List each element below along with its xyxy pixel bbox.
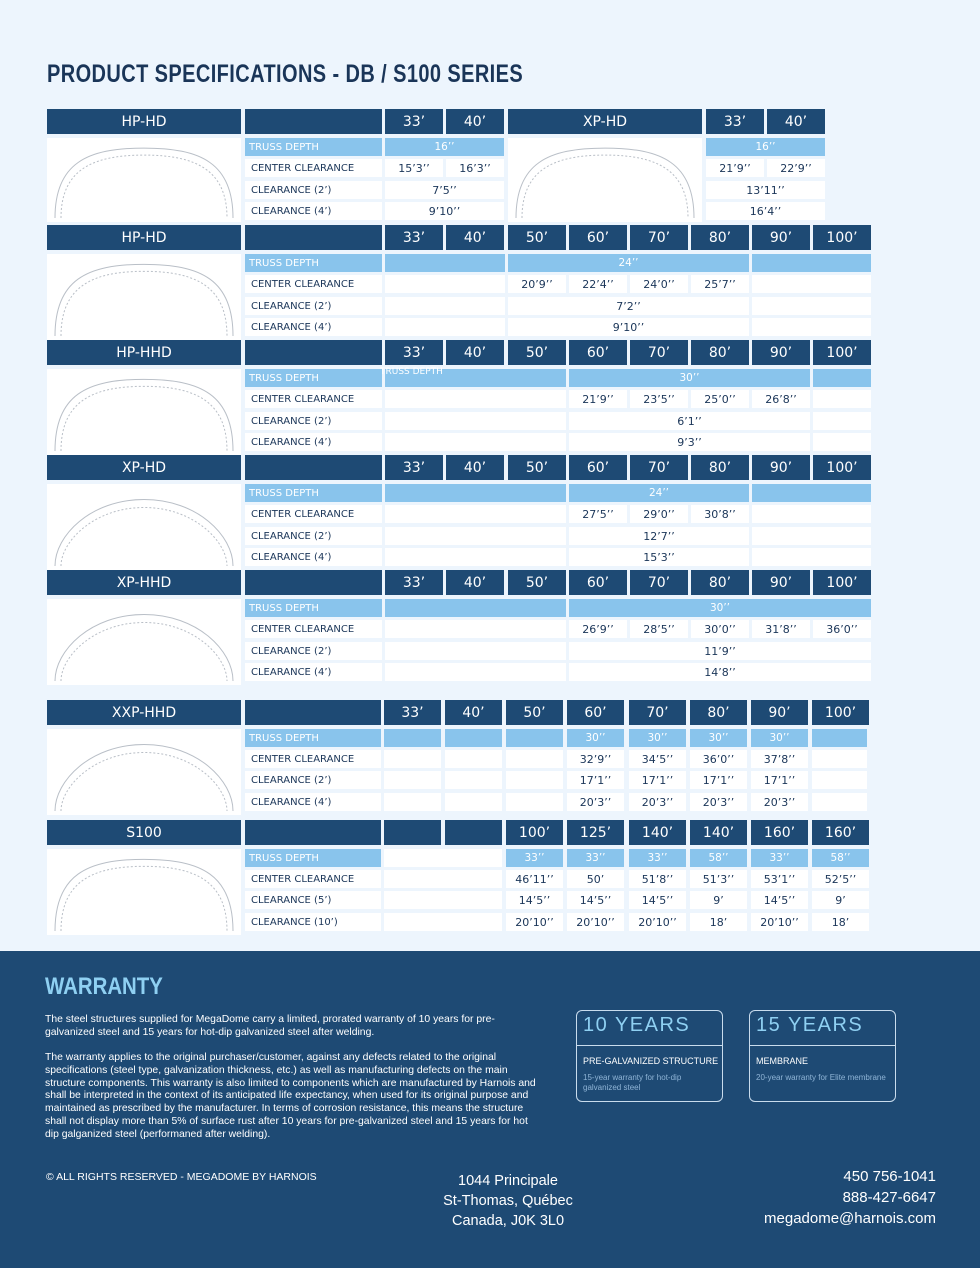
column-header: 70’ [630,225,688,250]
truss-value: 58’’ [690,849,747,867]
blank-cell [385,642,566,660]
center-value: 32’9’’ [567,750,624,768]
row-label: CENTER CLEARANCE [245,750,381,768]
truss-blank [385,254,505,272]
center-clearance-value: 26’9’’ [569,620,627,638]
column-header: 70’ [630,340,688,365]
blank-cell [385,275,505,293]
c4-value: 20’3’’ [629,793,686,811]
address [408,1171,608,1231]
row-label: CLEARANCE (10’) [245,913,381,931]
column-header: 60’ [569,225,627,250]
blank-cell [752,297,871,315]
column-header: 80’ [691,340,749,365]
center-value: 36’0’’ [690,750,747,768]
warranty-box-years: 15 YEARS [756,1014,864,1036]
row-label: CLEARANCE (2’) [245,297,382,315]
center-clearance-value: 29’0’’ [630,505,688,523]
warranty-box-note: 15-year warranty for hot-dip galvanized steel [583,1073,682,1092]
phone-2[interactable]: 888-427-6647 [842,1189,936,1206]
center-value: 52’5’’ [812,870,869,888]
column-header: 50’ [508,455,566,480]
center-value: 53’1’’ [751,870,808,888]
blank-cell [752,527,871,545]
c2-value: 17’1’’ [567,771,624,789]
column-header: 33’ [706,109,764,134]
c10-value: 20’10’’ [567,913,624,931]
address-line-1: 1044 Principale [458,1173,558,1189]
warranty-section [0,951,980,1268]
header-blank [245,109,382,134]
warranty-paragraph-2: The warranty applies to the original purchaser/customer, against any defects related to the original specifications (steel type, galvanization thickness, etc.) as well as manufacturing defects on the main structure components. This warranty is also limited to components which are manufactured by Harnois and shall be interpreted in the context of its anticipated life expectancy, when used for its original purpose and maintained as prescribed by the manufacturer. In terms of corrosion resistance, this means the structure shall not display more than 5% of surface rust after 10 years for pre-galvanized steel and 15 years for hot dip galganized steel (performaned after welding). [45,1052,536,1140]
blank-cell [385,527,566,545]
column-header: 80’ [691,570,749,595]
clearance-2-value: 7’5’’ [385,181,504,199]
row-label: TRUSS DEPTH [245,599,382,617]
column-header: 60’ [569,340,627,365]
blank-cell [752,548,871,566]
row-label: TRUSS DEPTH [245,849,381,867]
warranty-box-subtitle: MEMBRANE [756,1056,809,1066]
blank-cell [445,750,502,768]
c10-value: 20’10’’ [751,913,808,931]
column-header: 50’ [508,570,566,595]
warranty-box-note: 20-year warranty for Elite membrane [756,1073,886,1082]
contact [764,1166,936,1229]
column-header: 40’ [446,455,504,480]
truss-depth-value: 24’’ [569,484,749,502]
row-label: CLEARANCE (4’) [245,793,381,811]
c4-value: 20’3’’ [567,793,624,811]
center-clearance-value: 15’3’’ [385,159,443,177]
truss-value: 30’’ [567,729,624,747]
column-header: 125’ [567,820,624,845]
truss-depth-overlay: TRUSS DEPTH [380,367,443,377]
c5-value: 9’ [690,891,747,909]
center-clearance-value: 22’9’’ [767,159,825,177]
row-label: CENTER CLEARANCE [245,275,382,293]
row-label: CLEARANCE (2’) [245,642,382,660]
header-blank [384,820,441,845]
arch-diagram-xp_hd_small [508,138,702,222]
column-header: 50’ [508,225,566,250]
clearance-4-value: 9’10’’ [508,318,749,336]
blank-cell [506,771,563,789]
warranty-title: WARRANTY [45,973,163,1000]
blank-cell [384,870,502,888]
column-header: 40’ [767,109,825,134]
truss-value: 30’’ [690,729,747,747]
column-header: 60’ [569,455,627,480]
truss-depth-value: 30’’ [569,599,871,617]
table-name: HP-HHD [47,340,241,365]
arch-diagram-xp_hd [47,484,241,570]
blank-cell [812,750,867,768]
row-label: CENTER CLEARANCE [245,390,382,408]
blank-cell [812,771,867,789]
truss-blank [384,729,441,747]
column-header: 40’ [446,109,504,134]
c5-value: 9’ [812,891,869,909]
center-clearance-value: 24’0’’ [630,275,688,293]
center-value: 34’5’’ [629,750,686,768]
blank-cell [813,433,871,451]
column-header: 160’ [812,820,869,845]
column-header: 160’ [751,820,808,845]
truss-value: 33’’ [629,849,686,867]
column-header: 40’ [446,225,504,250]
row-label: CLEARANCE (4’) [245,202,382,220]
truss-depth-value: 24’’ [508,254,749,272]
c10-value: 20’10’’ [506,913,563,931]
blank-cell [385,433,566,451]
blank-cell [506,793,563,811]
blank-cell [445,771,502,789]
blank-cell [385,620,566,638]
truss-value: 33’’ [506,849,563,867]
warranty-box-10-years [576,1010,723,1102]
table-name: S100 [47,820,241,845]
center-value: 51’3’’ [690,870,747,888]
column-header: 70’ [629,700,686,725]
c10-value: 20’10’’ [629,913,686,931]
column-header: 33’ [384,700,441,725]
truss-blank [445,729,502,747]
warranty-box-years: 10 YEARS [583,1014,691,1036]
blank-cell [384,750,441,768]
warranty-box-subtitle: PRE-GALVANIZED STRUCTURE [583,1056,719,1066]
column-header: 60’ [567,700,624,725]
column-header: 100’ [813,340,871,365]
truss-blank [385,484,566,502]
column-header: 80’ [691,455,749,480]
page-title: PRODUCT SPECIFICATIONS - DB / S100 SERIES [47,60,524,88]
blank-cell [385,318,505,336]
header-blank [245,225,382,250]
header-blank [445,820,502,845]
blank-cell [384,891,502,909]
row-label: CENTER CLEARANCE [245,620,382,638]
center-clearance-value: 28’5’’ [630,620,688,638]
center-clearance-value: 23’5’’ [630,390,688,408]
arch-diagram-xxp_hhd [47,729,241,815]
clearance-4-value: 9’3’’ [569,433,810,451]
blank-cell [384,793,441,811]
row-label: TRUSS DEPTH [245,729,381,747]
center-clearance-value: 30’0’’ [691,620,749,638]
row-label: TRUSS DEPTH [245,369,382,387]
warranty-box-15-years [749,1010,896,1102]
row-label: TRUSS DEPTH [245,254,382,272]
row-label: CENTER CLEARANCE [245,505,382,523]
clearance-2-value: 7’2’’ [508,297,749,315]
truss-depth-value: 30’’ [569,369,810,387]
table-name: XP-HHD [47,570,241,595]
center-value: 37’8’’ [751,750,808,768]
header-blank [245,820,381,845]
center-clearance-value: 25’0’’ [691,390,749,408]
column-header: 140’ [629,820,686,845]
center-clearance-value: 25’7’’ [691,275,749,293]
center-clearance-value: 27’5’’ [569,505,627,523]
arch-diagram-s100 [47,849,241,935]
row-label: CLEARANCE (2’) [245,181,382,199]
column-header: 50’ [506,700,563,725]
row-label: CLEARANCE (4’) [245,433,382,451]
c5-value: 14’5’’ [506,891,563,909]
c2-value: 17’1’’ [629,771,686,789]
column-header: 140’ [690,820,747,845]
address-line-3: Canada, J0K 3L0 [451,1213,565,1229]
center-clearance-value: 16’3’’ [446,159,504,177]
center-clearance-value: 26’8’’ [752,390,810,408]
column-header: 100’ [813,570,871,595]
clearance-2-value: 12’7’’ [569,527,749,545]
center-clearance-value: 21’9’’ [569,390,627,408]
row-label: CLEARANCE (2’) [245,412,382,430]
column-header: 90’ [752,570,810,595]
address-line-2: St-Thomas, Québec [443,1193,573,1209]
truss-value: 30’’ [751,729,808,747]
center-value: 50’ [567,870,624,888]
column-header: 33’ [385,340,443,365]
truss-blank [812,729,867,747]
blank-cell [752,505,871,523]
table-name: HP-HD [47,225,241,250]
center-value: 46’11’’ [506,870,563,888]
blank-cell [385,548,566,566]
truss-blank [506,729,563,747]
truss-depth-value: 16’’ [706,138,825,156]
header-blank [245,455,382,480]
table-name: XP-HD [47,455,241,480]
column-header: 100’ [813,455,871,480]
arch-diagram-hp_hhd [47,369,241,455]
blank-cell [385,297,505,315]
center-clearance-value: 20’9’’ [508,275,566,293]
clearance-2-value: 13’11’’ [706,181,825,199]
center-clearance-value: 31’8’’ [752,620,810,638]
c10-value: 18’ [812,913,869,931]
header-blank [245,700,381,725]
clearance-4-value: 14’8’’ [569,663,871,681]
row-label: CLEARANCE (2’) [245,771,381,789]
arch-diagram-xp_hhd [47,599,241,685]
center-value: 51’8’’ [629,870,686,888]
arch-diagram-hp_hd_small [47,138,241,222]
column-header: 60’ [569,570,627,595]
c4-value: 20’3’’ [751,793,808,811]
blank-cell [813,412,871,430]
column-header: 33’ [385,109,443,134]
column-header: 80’ [690,700,747,725]
clearance-4-value: 15’3’’ [569,548,749,566]
c5-value: 14’5’’ [751,891,808,909]
center-clearance-value: 36’0’’ [813,620,871,638]
column-header: 90’ [752,340,810,365]
warranty-paragraph-1: The steel structures supplied for MegaDome carry a limited, prorated warranty of 10 years for pre-galvanized steel and 15 years for hot-dip galvanized steel after welding. [45,1014,495,1038]
truss-depth-value: 16’’ [385,138,504,156]
blank-cell [813,390,871,408]
truss-blank [813,369,871,387]
c5-value: 14’5’’ [629,891,686,909]
c2-value: 17’1’’ [751,771,808,789]
center-clearance-value: 30’8’’ [691,505,749,523]
column-header: 90’ [751,700,808,725]
column-header: 40’ [446,570,504,595]
column-header: 70’ [630,570,688,595]
row-label: CLEARANCE (2’) [245,527,382,545]
column-header: 100’ [812,700,869,725]
blank-cell [384,771,441,789]
blank-cell [385,390,566,408]
blank-cell [385,412,566,430]
email-link[interactable]: megadome@harnois.com [764,1210,936,1227]
row-label: CENTER CLEARANCE [245,870,381,888]
header-blank [245,570,382,595]
column-header: 33’ [385,225,443,250]
truss-value: 58’’ [812,849,869,867]
column-header: 100’ [813,225,871,250]
truss-value: 33’’ [567,849,624,867]
truss-value: 33’’ [751,849,808,867]
blank-cell [385,663,566,681]
truss-blank [752,254,871,272]
truss-value: 30’’ [629,729,686,747]
c4-value: 20’3’’ [690,793,747,811]
truss-blank [752,484,871,502]
arch-diagram-hp_hd [47,254,241,340]
column-header: 50’ [508,340,566,365]
column-header: 33’ [385,570,443,595]
copyright: © ALL RIGHTS RESERVED - MEGADOME BY HARNOIS [46,1171,317,1183]
blank-cell [812,793,867,811]
row-label: CLEARANCE (4’) [245,663,382,681]
clearance-2-value: 6’1’’ [569,412,810,430]
table-name: XXP-HHD [47,700,241,725]
row-label: CLEARANCE (5’) [245,891,381,909]
row-label: CLEARANCE (4’) [245,318,382,336]
blank-cell [752,318,871,336]
blank-cell [752,275,871,293]
column-header: 40’ [445,700,502,725]
column-header: 90’ [752,225,810,250]
c5-value: 14’5’’ [567,891,624,909]
c2-value: 17’1’’ [690,771,747,789]
column-header: 90’ [752,455,810,480]
phone-1[interactable]: 450 756-1041 [843,1168,936,1185]
clearance-2-value: 11’9’’ [569,642,871,660]
column-header: 100’ [506,820,563,845]
table-name: HP-HD [47,109,241,134]
blank-cell [506,750,563,768]
row-label: CENTER CLEARANCE [245,159,382,177]
c10-value: 18’ [690,913,747,931]
blank-cell [384,913,502,931]
blank-cell [445,793,502,811]
blank-cell [384,849,502,867]
header-blank [245,340,382,365]
table-name: XP-HD [508,109,702,134]
row-label: CLEARANCE (4’) [245,548,382,566]
blank-cell [385,505,566,523]
row-label: TRUSS DEPTH [245,484,382,502]
center-clearance-value: 21’9’’ [706,159,764,177]
column-header: 70’ [630,455,688,480]
center-clearance-value: 22’4’’ [569,275,627,293]
clearance-4-value: 16’4’’ [706,202,825,220]
column-header: 80’ [691,225,749,250]
truss-blank [385,599,566,617]
column-header: 33’ [385,455,443,480]
clearance-4-value: 9’10’’ [385,202,504,220]
column-header: 40’ [446,340,504,365]
row-label: TRUSS DEPTH [245,138,382,156]
